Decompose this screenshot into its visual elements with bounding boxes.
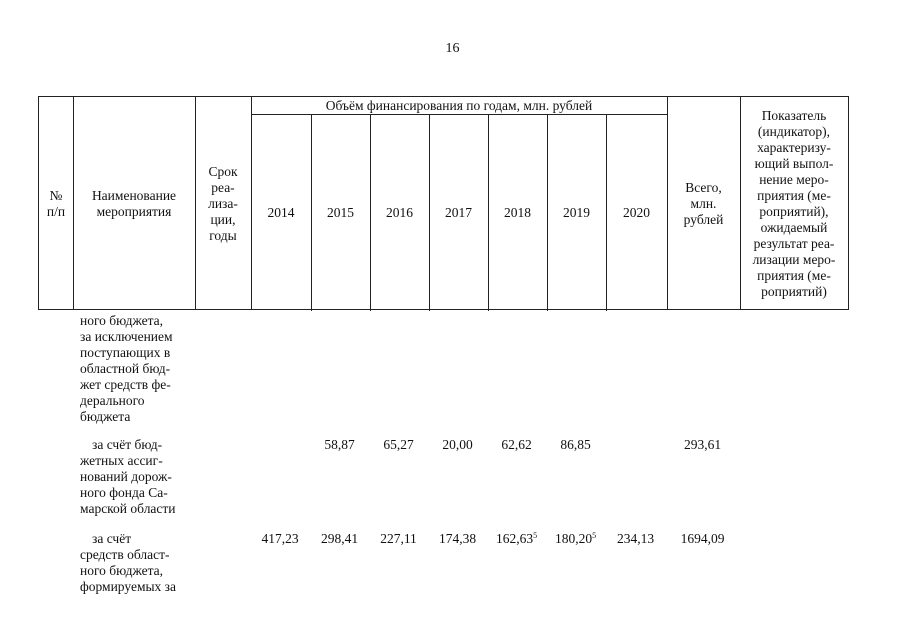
footnote-mark: 5 (592, 531, 597, 540)
row-name: ного бюджета, за исключением поступающих в областной бюд- жет средств фе- дерального бюджета (80, 313, 173, 424)
row-total: 1694,09 (680, 531, 725, 546)
col-total-header: Всего, млн. рублей (683, 180, 724, 227)
table-cell: 58,87 (324, 437, 355, 452)
table-cell: 180,20$^5$ (554, 531, 597, 546)
col-number-header: № п/п (46, 188, 66, 219)
table-cell: 20,00 (442, 437, 473, 452)
table-cell: 162,63$^5$ (495, 531, 538, 546)
col-term-header: Срок реа- лиза- ции, годы (208, 164, 238, 243)
page-number: 16 (445, 41, 460, 56)
table-cell: 174,38 (438, 531, 477, 546)
table-cell: 62,62 (501, 437, 532, 452)
year-header: 2018 (504, 204, 531, 220)
table-cell: 417,23 (261, 531, 299, 546)
table-header (38, 96, 849, 310)
table-cell: 86,85 (560, 437, 591, 452)
col-name-header: Наименование мероприятия (91, 188, 177, 219)
row-total: 293,61 (683, 437, 722, 452)
footnote-mark: 5 (533, 531, 538, 540)
row-name: за счёт средств област- ного бюджета, формируемых за (80, 531, 177, 594)
year-header: 2014 (267, 204, 295, 220)
table-cell: 65,27 (383, 437, 414, 452)
funding-header: Объём финансирования по годам, млн. рублей (325, 97, 593, 113)
year-header: 2020 (623, 204, 650, 220)
row-name: за счёт бюд- жетных ассиг- нований дорож- ного фонда Са- марской области (80, 437, 176, 516)
table-cell: 227,11 (380, 531, 417, 546)
year-header: 2017 (445, 204, 472, 220)
table-cell: 298,41 (320, 531, 359, 546)
year-header: 2019 (563, 204, 590, 220)
year-header: 2015 (327, 204, 354, 220)
year-header: 2016 (386, 204, 413, 220)
col-indicator-header: Показатель (индикатор), характеризу- ющий выпол- нение меро- приятия (ме- роприятий), ожидаемый результат реа- лизации меро- приятия (ме- роприятий) (752, 108, 836, 299)
table-cell: 234,13 (616, 531, 655, 546)
